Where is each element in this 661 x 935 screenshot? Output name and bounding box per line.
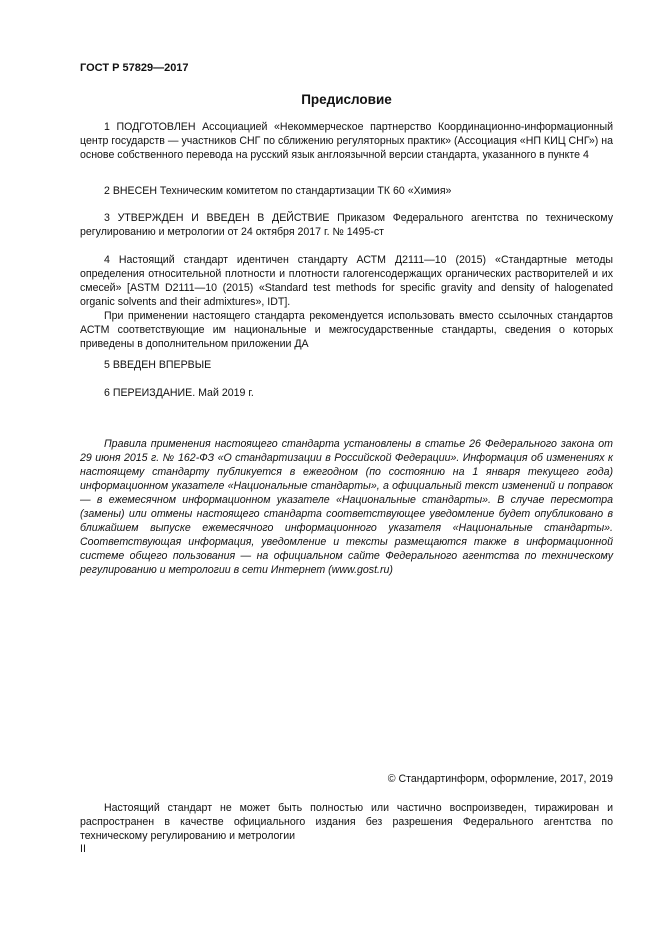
copyright-line: © Стандартинформ, оформление, 2017, 2019 (387, 773, 613, 785)
preface-item-5: 5 ВВЕДЕН ВПЕРВЫЕ (104, 359, 212, 371)
preface-item-2: 2 ВНЕСЕН Техническим комитетом по стандартизации ТК 60 «Химия» (104, 185, 452, 197)
preface-item-4-note: При применении настоящего стандарта рекомендуется использовать вместо ссылочных стандартов АСТМ соответствующие им национальные и межгосударственные стандарты, сведения о которых приведены в дополнительном приложении ДА (80, 310, 613, 350)
standard-code: ГОСТ Р 57829—2017 (80, 62, 189, 74)
preface-item-6: 6 ПЕРЕИЗДАНИЕ. Май 2019 г. (104, 387, 254, 399)
preface-item-3: 3 УТВЕРЖДЕН И ВВЕДЕН В ДЕЙСТВИЕ Приказом Федерального агентства по техническому регулированию и метрологии от 24 октября 2017 г. № 1495-ст (80, 212, 613, 238)
page-number: II (80, 843, 86, 855)
preface-item-1: 1 ПОДГОТОВЛЕН Ассоциацией «Некоммерческое партнерство Координационно-информационный центр государств — участников СНГ по сближению регуляторных практик» (Ассоциация «НП КИЦ СНГ») на основе собственного перевода на русский язык англоязычной версии стандарта, указанного в пункте 4 (80, 121, 613, 161)
reproduction-notice: Настоящий стандарт не может быть полностью или частично воспроизведен, тиражирован и распространен в качестве официального издания без разрешения Федерального агентства по техническому регулированию и метрологии (80, 802, 613, 842)
rules-notice: Правила применения настоящего стандарта установлены в статье 26 Федерального закона от 29 июня 2015 г. № 162-ФЗ «О стандартизации в Российской Федерации». Информация об изменениях к настоящему стандарту публикуется в ежегодном (по состоянию на 1 января текущего года) информационном указателе «Национальные стандарты», а официальный текст изменений и поправок — в ежемесячном информационном указателе «Национальные стандарты». В случае пересмотра (замены) или отмены настоящего стандарта соответствующее уведомление будет опубликовано в ближайшем выпуске ежемесячного информационного указателя «Национальные стандарты». Соответствующая информация, уведомление и тексты размещаются также в информационной системе общего пользования — на официальном сайте Федерального агентства по техническому регулированию и метрологии в сети Интернет (www.gost.ru) (80, 438, 613, 576)
preface-item-4: 4 Настоящий стандарт идентичен стандарту АСТМ Д2111—10 (2015) «Стандартные методы определения относительной плотности и плотности галогенсодержащих органических растворителей и их смесей» [ASTM D2111—10 (2015) «Standard test methods for specific gravity and density of halogenated organic solvents and their admixtures», IDT]. (80, 254, 613, 308)
preface-title: Предисловие (301, 92, 392, 107)
